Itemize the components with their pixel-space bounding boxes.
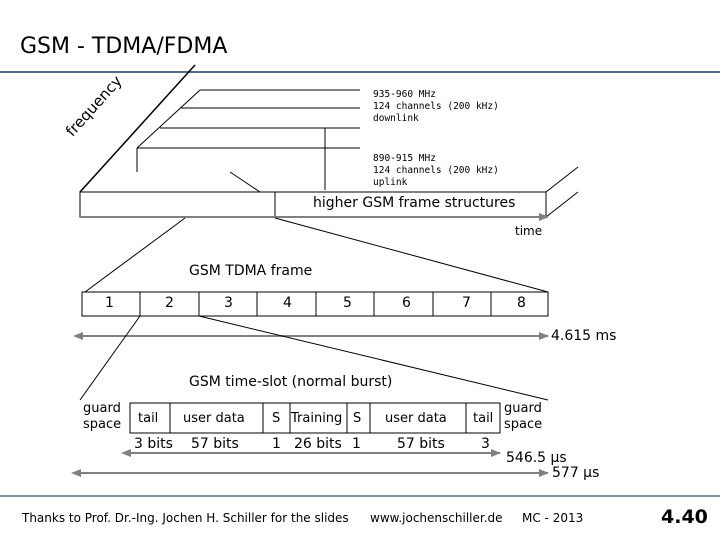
page-number: 4.40 [661,506,708,528]
zoom-line-left [85,218,185,292]
burst-title: GSM time-slot (normal burst) [189,374,393,390]
burst-field-stealing-right: S [353,411,362,426]
burst-duration: 546.5 µs [506,450,567,466]
burst-field-user-data-left: user data [183,411,245,426]
guard-space-left [83,401,121,433]
space-word: space [83,417,122,432]
uplink-name: uplink [373,177,408,188]
tdma-slot: 2 [165,295,174,311]
bits-user-data-left: 57 bits [191,436,239,452]
bits-training: 26 bits [294,436,342,452]
uplink-range: 890-915 MHz [373,153,436,164]
guard-word: guard [504,401,542,416]
footer-course: MC - 2013 [522,511,584,525]
tdma-frame-title: GSM TDMA frame [189,263,313,279]
uplink-band-label [373,153,499,189]
frequency-axis-label: frequency [62,72,126,141]
burst-field-stealing-left: S [272,411,281,426]
tdma-slot: 8 [517,295,526,311]
guard-word: guard [83,401,121,416]
burst-field-training: Training [291,411,343,426]
tdma-slot: 6 [402,295,411,311]
burst-zoom-left [80,316,140,400]
uplink-channels: 124 channels (200 kHz) [373,165,499,176]
guard-space-right [504,401,542,433]
downlink-name: downlink [373,113,419,124]
burst-field-tail-left: tail [138,411,159,426]
higher-frame-structures-label: higher GSM frame structures [313,195,516,211]
burst-field-tail-right: tail [473,411,494,426]
page-title: GSM - TDMA/FDMA [20,34,228,59]
space-word: space [504,417,543,432]
bits-stealing-right: 1 [352,436,361,452]
footer-credit: Thanks to Prof. Dr.-Ing. Jochen H. Schiller for the slides [22,511,349,525]
burst-field-user-data-right: user data [385,411,447,426]
tdma-slot: 5 [343,295,352,311]
bits-user-data-right: 57 bits [397,436,445,452]
tdma-frame-boxes [82,292,548,316]
tdma-slot: 3 [224,295,233,311]
bits-tail-left: 3 bits [134,436,173,452]
tdma-slot: 1 [105,295,114,311]
tdma-slot: 7 [462,295,471,311]
time-axis-label: time [515,224,543,238]
slot-duration: 577 µs [552,465,600,481]
downlink-range: 935-960 MHz [373,89,436,100]
zoom-line-right [275,218,548,292]
bits-stealing-left: 1 [272,436,281,452]
downlink-band-label [373,89,499,125]
tdma-slot: 4 [283,295,292,311]
downlink-channels: 124 channels (200 kHz) [373,101,499,112]
tdma-frame-duration: 4.615 ms [551,328,617,344]
footer-url[interactable]: www.jochenschiller.de [370,511,503,525]
bits-tail-right: 3 [481,436,490,452]
